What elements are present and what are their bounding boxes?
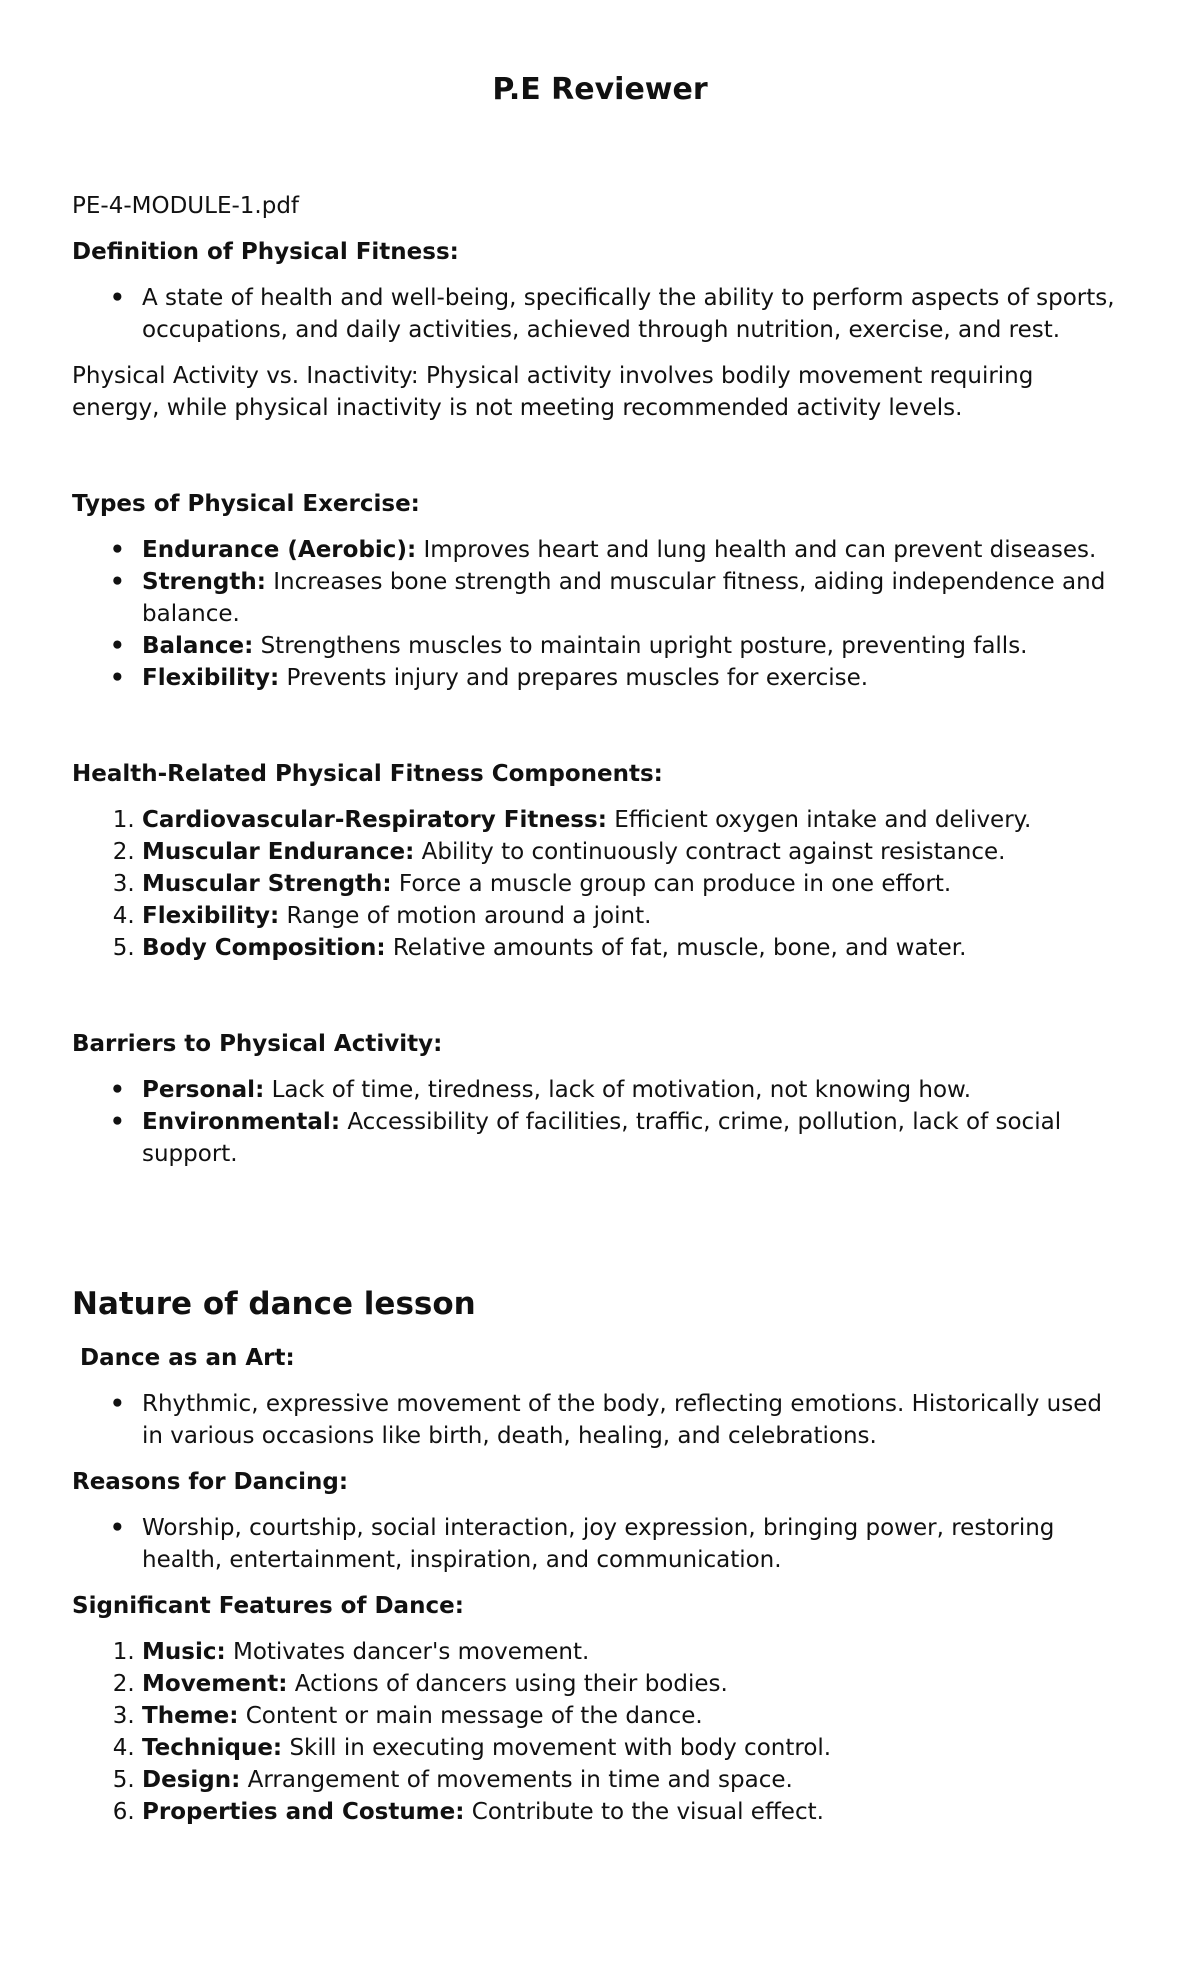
list-item: 5. Design: Arrangement of movements in time and space. xyxy=(142,1764,1128,1796)
features-heading: Significant Features of Dance: xyxy=(72,1593,464,1619)
list-item: 3. Muscular Strength: Force a muscle group can produce in one effort. xyxy=(142,868,1128,900)
dance-section-title: Nature of dance lesson xyxy=(72,1286,476,1322)
activity-vs-inactivity-paragraph: Physical Activity vs. Inactivity: Physical activity involves bodily movement requiring energy, while physical inactivity is not meeting recommended activity levels. xyxy=(72,363,1034,421)
list-item: • Rhythmic, expressive movement of the body, reflecting emotions. Historically used in various occasions like birth, death, healing, and celebrations. xyxy=(142,1388,1128,1452)
definition-list xyxy=(72,282,1128,346)
list-item: • Worship, courtship, social interaction, joy expression, bringing power, restoring health, entertainment, inspiration, and communication. xyxy=(142,1512,1128,1576)
source-file-name: PE-4-MODULE-1.pdf xyxy=(72,193,300,219)
dance-art-heading: Dance as an Art: xyxy=(80,1345,295,1371)
types-heading: Types of Physical Exercise: xyxy=(72,491,420,517)
list-item: • A state of health and well-being, specifically the ability to perform aspects of sports, occupations, and daily activities, achieved through nutrition, exercise, and rest. xyxy=(142,282,1128,346)
list-item: 1. Music: Motivates dancer's movement. xyxy=(142,1636,1128,1668)
list-item: 2. Movement: Actions of dancers using their bodies. xyxy=(142,1668,1128,1700)
list-item: 1. Cardiovascular-Respiratory Fitness: Efficient oxygen intake and delivery. xyxy=(142,804,1128,836)
dance-art-list xyxy=(72,1388,1128,1452)
list-item: 3. Theme: Content or main message of the dance. xyxy=(142,1700,1128,1732)
list-item: 4. Technique: Skill in executing movement with body control. xyxy=(142,1732,1128,1764)
list-item: • Strength: Increases bone strength and muscular fitness, aiding independence and balance. xyxy=(142,566,1128,630)
reasons-heading: Reasons for Dancing: xyxy=(72,1469,349,1495)
list-item: • Balance: Strengthens muscles to maintain upright posture, preventing falls. xyxy=(142,630,1128,662)
components-heading: Health-Related Physical Fitness Components: xyxy=(72,761,663,787)
list-item: 4. Flexibility: Range of motion around a joint. xyxy=(142,900,1128,932)
list-item: 2. Muscular Endurance: Ability to continuously contract against resistance. xyxy=(142,836,1128,868)
features-list xyxy=(72,1636,1128,1828)
list-item: • Endurance (Aerobic): Improves heart and lung health and can prevent diseases. xyxy=(142,534,1128,566)
page-title: P.E Reviewer xyxy=(492,72,708,107)
types-list xyxy=(72,534,1128,694)
components-list xyxy=(72,804,1128,964)
list-item: 6. Properties and Costume: Contribute to the visual effect. xyxy=(142,1796,1128,1828)
reasons-list xyxy=(72,1512,1128,1576)
list-item: • Environmental: Accessibility of facilities, traffic, crime, pollution, lack of social support. xyxy=(142,1106,1128,1170)
list-item: • Flexibility: Prevents injury and prepares muscles for exercise. xyxy=(142,662,1128,694)
barriers-heading: Barriers to Physical Activity: xyxy=(72,1031,443,1057)
list-item: 5. Body Composition: Relative amounts of fat, muscle, bone, and water. xyxy=(142,932,1128,964)
list-item: • Personal: Lack of time, tiredness, lack of motivation, not knowing how. xyxy=(142,1074,1128,1106)
barriers-list xyxy=(72,1074,1128,1170)
definition-heading: Definition of Physical Fitness: xyxy=(72,239,459,265)
